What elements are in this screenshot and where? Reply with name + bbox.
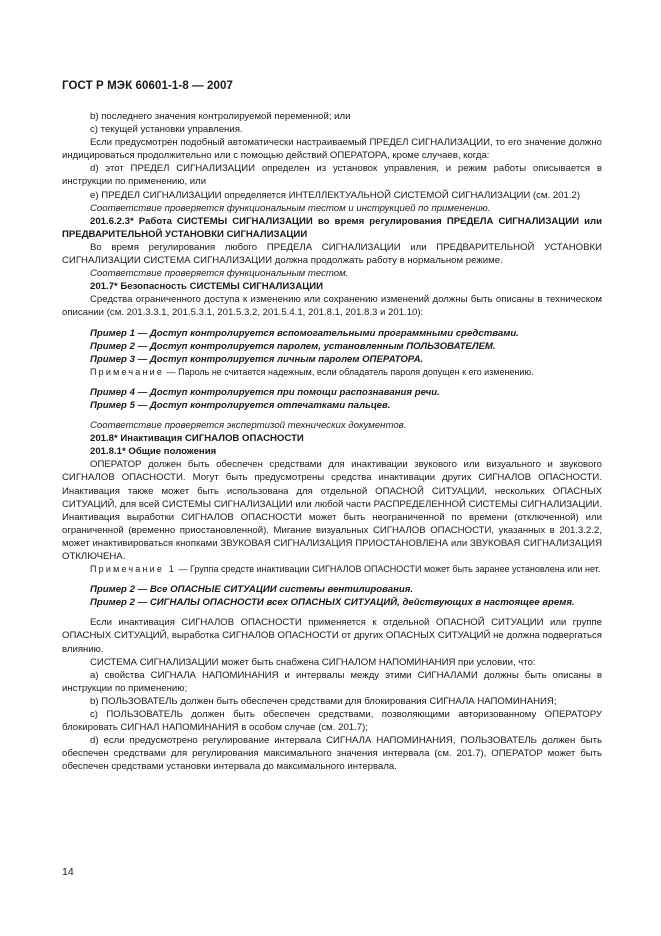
subsection-heading: 201.8.1* Общие положения [90,446,217,458]
note-text: — Пароль не считается надежным, если обладатель пароля допущен к его изменению. [164,366,534,377]
document-body [62,110,602,774]
compliance-note: Соответствие проверяется функциональным тестом и инструкцией по применению. [90,202,491,214]
paragraph: ОПЕРАТОР должен быть обеспечен средствами для инактивации звукового или визуального и звукового СИГНАЛОВ ОПАСНОСТИ. Могут быть предусмотрены средства инактивации других СИГНАЛОВ ОПАСНОСТИ. Инактивация также может быть использована для отдельной ОПАСНОЙ СИТУАЦИИ, нескольких ОПАСНЫХ СИТУАЦИЙ, для всей СИСТЕМЫ СИГНАЛИЗАЦИИ или любой части РАСПРЕДЕЛЕННОЙ СИСТЕМЫ СИГНАЛИЗАЦИИ. Инактивация выработки СИГНАЛОВ ОПАСНОСТИ может быть неограниченной по времени (отключенной) или ограниченной (временно приостановленной). Мигание визуальных СИГНАЛОВ ОПАСНОСТИ, указанных в 201.3.2.2, может инактивироваться кнопками ЗВУКОВАЯ СИГНАЛИЗАЦИЯ ПРИОСТАНОВЛЕНА или ЗВУКОВАЯ СИГНАЛИЗАЦИЯ ОТКЛЮЧЕНА. [62,459,602,562]
note [62,563,602,576]
example: Пример 2 — Все ОПАСНЫЕ СИТУАЦИИ системы вентилирования. [90,584,414,596]
example: Пример 4 — Доступ контролируется при помощи распознавания речи. [90,386,440,398]
paragraph: c) текущей установки управления. [90,124,243,136]
section-heading: 201.8* Инактивация СИГНАЛОВ ОПАСНОСТИ [90,433,304,445]
paragraph: Средства ограниченного доступа к изменению или сохранению изменений должны быть описаны в техническом описании (см. 201.3.3.1, 201.5.3.1, 201.5.3.2, 201.5.4.1, 201.8.1, 201.8.3 и 201.10): [62,294,602,319]
example: Пример 5 — Доступ контролируется отпечатками пальцев. [90,399,391,411]
paragraph: d) если предусмотрено регулирование интервала СИГНАЛА НАПОМИНАНИЯ, ПОЛЬЗОВАТЕЛЬ должен быть обеспечен средствами для регулирования максимального значения интервала (см. 201.7), ОПЕРАТОР может быть обеспечен средствами установки интервала до максимального интервала. [62,735,602,773]
paragraph: Если инактивация СИГНАЛОВ ОПАСНОСТИ применяется к отдельной ОПАСНОЙ СИТУАЦИИ или группе ОПАСНЫХ СИТУАЦИЙ, выработка СИГНАЛОВ ОПАСНОСТИ от других ОПАСНЫХ СИТУАЦИЙ не должна подвергаться влиянию. [62,617,602,655]
paragraph: Во время регулирования любого ПРЕДЕЛА СИГНАЛИЗАЦИИ или ПРЕДВАРИТЕЛЬНОЙ УСТАНОВКИ СИГНАЛИЗАЦИИ СИСТЕМА СИГНАЛИЗАЦИИ должна продолжать работу в нормальном режиме. [62,241,602,267]
paragraph: Если предусмотрен подобный автоматически настраиваемый ПРЕДЕЛ СИГНАЛИЗАЦИИ, то его значение должно индицироваться продолжительно или с помощью действий ОПЕРАТОРА, кроме случаев, когда: [62,137,602,162]
example: Пример 2 — СИГНАЛЫ ОПАСНОСТИ всех ОПАСНЫХ СИТУАЦИЙ, действующих в настоящее время. [90,597,575,609]
paragraph: c) ПОЛЬЗОВАТЕЛЬ должен быть обеспечен средствами, позволяющими авторизованному ОПЕРАТОРУ блокировать СИГНАЛ НАПОМИНАНИЯ в особом случае (см. 201.7); [62,709,602,734]
paragraph: a) свойства СИГНАЛА НАПОМИНАНИЯ и интервалы между этими СИГНАЛАМИ должны быть описаны в инструкции по применению; [62,669,602,694]
paragraph: b) последнего значения контролируемой переменной; или [90,111,351,122]
example: Пример 3 — Доступ контролируется личным паролем ОПЕРАТОРА. [90,353,424,365]
note-label: Примечание 1 [90,564,176,575]
example: Пример 2 — Доступ контролируется паролем, установленным ПОЛЬЗОВАТЕЛЕМ. [90,340,496,352]
example: Пример 1 — Доступ контролируется вспомогательными программными средствами. [90,327,519,339]
document-header: ГОСТ Р МЭК 60601-1-8 — 2007 [62,80,233,92]
note [62,366,602,379]
paragraph: d) этот ПРЕДЕЛ СИГНАЛИЗАЦИИ определен из установок управления, и режим работы описывается в инструкции по применению, или [62,163,602,188]
compliance-note: Соответствие проверяется экспертизой технических документов. [90,420,407,432]
note-text: — Группа средств инактивации СИГНАЛОВ ОПАСНОСТИ может быть заранее установлена или нет. [176,564,601,575]
paragraph: b) ПОЛЬЗОВАТЕЛЬ должен быть обеспечен средствами для блокирования СИГНАЛА НАПОМИНАНИЯ; [90,695,557,707]
section-heading: 201.6.2.3* Работа СИСТЕМЫ СИГНАЛИЗАЦИИ во время регулирования ПРЕДЕЛА СИГНАЛИЗАЦИИ или ПРЕДВАРИТЕЛЬНОЙ УСТАНОВКИ СИГНАЛИЗАЦИИ [62,215,602,240]
paragraph: e) ПРЕДЕЛ СИГНАЛИЗАЦИИ определяется ИНТЕЛЛЕКТУАЛЬНОЙ СИСТЕМОЙ СИГНАЛИЗАЦИИ (см. 201.2) [90,189,581,201]
page-number: 14 [62,866,74,878]
compliance-note: Соответствие проверяется функциональным тестом. [90,268,349,280]
note-label: Примечание [90,366,165,377]
paragraph: СИСТЕМА СИГНАЛИЗАЦИИ может быть снабжена СИГНАЛОМ НАПОМИНАНИЯ при условии, что: [90,656,536,668]
section-heading: 201.7* Безопасность СИСТЕМЫ СИГНАЛИЗАЦИИ [90,281,324,293]
